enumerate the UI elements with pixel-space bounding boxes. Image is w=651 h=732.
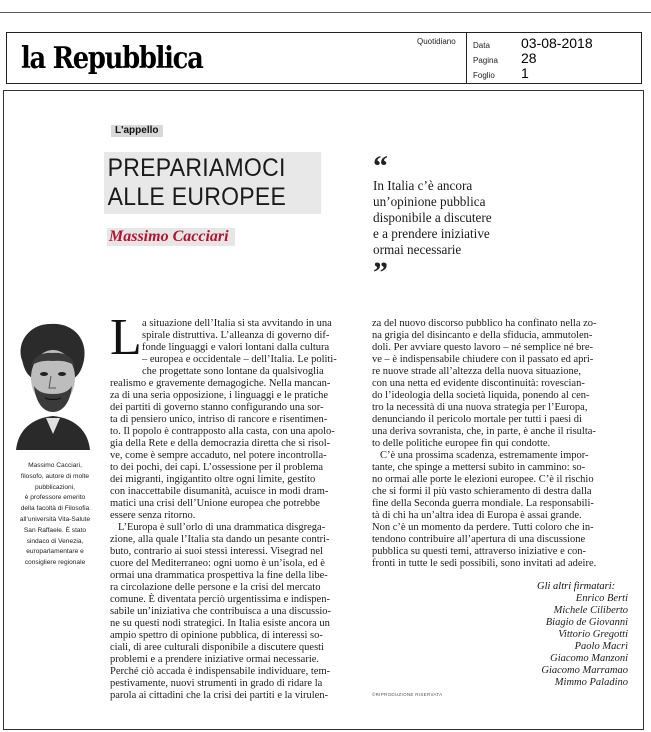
pull-quote bbox=[373, 178, 605, 258]
body-line: con inaccettabile disumanità, acuisce in modi dram- bbox=[110, 486, 329, 497]
caption-line: sindaco di Venezia, bbox=[26, 537, 84, 545]
newspaper-logo: la Repubblica bbox=[21, 41, 203, 76]
author-portrait bbox=[12, 320, 94, 450]
body-line: do l’ideologia della società liquida, ponendo al cen- bbox=[372, 390, 590, 401]
caption-line: della facoltà di Filosofia bbox=[20, 505, 90, 513]
body-line: ormai una drammatica prospettiva la fine della libe- bbox=[110, 570, 328, 581]
caption-line: consigliere regionale bbox=[24, 559, 86, 567]
article-kicker: L'appello bbox=[111, 125, 163, 137]
body-line: to. Il popolo è contrapposto alla casta, con una apolo- bbox=[110, 426, 335, 437]
publication-type: Quotidiano bbox=[417, 37, 456, 46]
caption-line: all’università Vita-Salute bbox=[19, 515, 91, 523]
article-author: Massimo Cacciari bbox=[107, 228, 235, 246]
meta-date bbox=[473, 35, 593, 50]
body-line: tendono contribuire all’apertura di una discussione bbox=[372, 534, 586, 545]
close-quote-mark: ” bbox=[373, 256, 388, 289]
body-line: tro la necessità di una nuova strategia per l’Europa, bbox=[372, 402, 588, 413]
body-line: con una netta ed evidente discontinuità: rovescian- bbox=[372, 378, 585, 389]
body-line: pubblica su questi temi, attraverso iniziative e con- bbox=[372, 546, 587, 557]
signer: Michele Ciliberto bbox=[553, 605, 628, 616]
signer: Mimmo Paladino bbox=[554, 677, 628, 688]
body-line: parola ai cittadini che la crisi dei partiti e la virulen- bbox=[110, 690, 329, 701]
meta-value: 1 bbox=[521, 65, 529, 81]
body-line: to delle politiche europee fin qui condotte. bbox=[372, 438, 551, 449]
clipping-meta bbox=[473, 35, 593, 80]
body-line: fonde linguaggi e valori lontani dalla cultura bbox=[142, 342, 330, 353]
body-line: sabile un’iniziativa che contribuisca a una discussio- bbox=[110, 606, 332, 617]
meta-label: Foglio bbox=[473, 71, 495, 80]
body-line: essere senza ritorno. bbox=[110, 510, 196, 521]
body-line: Perché ciò accada è indispensabile individuare, tem- bbox=[110, 666, 331, 677]
quote-line: ormai necessarie bbox=[373, 242, 462, 257]
signer: Giacomo Manzoni bbox=[550, 653, 628, 664]
body-line: – europea e occidentale – dell’Italia. Le politi- bbox=[142, 354, 337, 365]
copyright-notice: ©RIPRODUZIONE RISERVATA bbox=[372, 692, 443, 697]
quote-line: In Italia c’è ancora bbox=[373, 178, 473, 193]
caption-line: europarlamentare e bbox=[26, 548, 84, 556]
body-line: spirale distruttiva. L’alleanza di governo dif- bbox=[142, 330, 330, 341]
caption-line: filosofo, autore di molte bbox=[20, 472, 90, 480]
body-line: ve – è indispensabile chiudere con il passato ed apri- bbox=[372, 354, 594, 365]
body-column-1 bbox=[110, 318, 362, 702]
signer: Vittorio Gregotti bbox=[558, 629, 628, 640]
meta-value: 03-08-2018 bbox=[521, 35, 593, 51]
meta-label: Data bbox=[473, 41, 490, 50]
body-line: fronti in tutte le sedi possibili, sono invitati ad adeire. bbox=[372, 558, 597, 569]
body-line: buto, contrario ai suoi stessi interessi. Visegrad nel bbox=[110, 546, 323, 557]
top-rule bbox=[0, 12, 651, 13]
title-line: ALLE EUROPEE bbox=[107, 183, 287, 211]
body-line: ne su questi nodi strategici. In Italia esiste ancora un bbox=[110, 618, 330, 629]
body-line: gia della Rete e della democrazia diretta che si risol- bbox=[110, 438, 331, 449]
body-line: pestivamente, nuovi strumenti in grado di ridare la bbox=[110, 678, 323, 689]
body-line: comune. È diventata perciò urgentissima e indispen- bbox=[110, 594, 330, 605]
body-line: ra circolazione delle persone e la crisi del mercato bbox=[110, 582, 321, 593]
caption-line: San Raffaele. È stato bbox=[23, 526, 87, 534]
body-line: problemi e a prendere iniziative ormai necessarie. bbox=[110, 654, 320, 665]
body-line: za del nuovo discorso pubblico ha confinato nella zo- bbox=[372, 318, 597, 329]
body-line: C’è una prossima scadenza, estremamente impor- bbox=[380, 450, 589, 461]
quote-line: un’opinione pubblica bbox=[373, 194, 486, 209]
body-line: che si formi il più vasto schieramento di destra dalla bbox=[372, 486, 592, 497]
open-quote-mark: “ bbox=[373, 150, 388, 183]
body-line: realismo e gravemente demagogiche. Nella mancan- bbox=[110, 378, 331, 389]
meta-sheet bbox=[473, 65, 593, 80]
signer: Biagio de Giovanni bbox=[545, 617, 628, 628]
clipping-header bbox=[6, 32, 642, 84]
body-line: doli. Per avviare questo lavoro – né semplice né bre- bbox=[372, 342, 594, 353]
body-line: denunciando il pericolo mortale per tutti i paesi di bbox=[372, 414, 582, 425]
body-line: matici una crisi dell’Unione europea che potrebbe bbox=[110, 498, 320, 509]
signer: Enrico Berti bbox=[575, 593, 628, 604]
signers-list bbox=[470, 593, 628, 689]
body-column-2 bbox=[372, 318, 634, 570]
meta-page bbox=[473, 50, 593, 65]
body-line: cuore del Mediterraneo: ogni uomo è un’isola, ed è bbox=[110, 558, 325, 569]
meta-value: 28 bbox=[521, 50, 537, 66]
caption-line: è professore emerito bbox=[24, 494, 86, 502]
body-line: ve, come è sempre accaduto, nel potere incontrolla- bbox=[110, 450, 327, 461]
body-line: tante, che spinge a mettersi subito in cammino: so- bbox=[372, 462, 586, 473]
caption-line: pubblicazioni, bbox=[35, 483, 75, 491]
body-line: a situazione dell’Italia si sta avvitando in una bbox=[142, 318, 332, 329]
quote-line: e a prendere iniziative bbox=[373, 226, 490, 241]
body-line: ciali, di aree culturali disponibile a discutere questi bbox=[110, 642, 325, 653]
body-line: L’Europa è sull’orlo di una drammatica disgrega- bbox=[118, 522, 326, 533]
body-line: no ormai alle porte le elezioni europee. C’è il rischio bbox=[372, 474, 594, 485]
body-line: dei partiti di governo stanno configurando una sor- bbox=[110, 402, 324, 413]
body-line: ampio spettro di opinione pubblica, di interessi so- bbox=[110, 630, 323, 641]
body-line: dei migranti, ingigantito oltre ogni limite, gestito bbox=[110, 474, 316, 485]
body-line: za di una seria opposizione, i linguaggi e le pratiche bbox=[110, 390, 329, 401]
body-line: fine della Seconda guerra mondiale. La responsabili- bbox=[372, 498, 594, 509]
author-caption bbox=[10, 461, 100, 569]
caption-line: Massimo Cacciari, bbox=[28, 462, 82, 469]
body-line: zione, alla quale l’Italia sta dando un pesante contri- bbox=[110, 534, 330, 545]
body-line: Non c’è un momento da perdere. Tutti coloro che in- bbox=[372, 522, 594, 533]
body-line: re nuove strade all’altezza della nuova situazione, bbox=[372, 366, 582, 377]
body-line: na grigia del disincanto e della sfiducia, ammutolen- bbox=[372, 330, 593, 341]
title-line: PREPARIAMOCI bbox=[107, 154, 286, 182]
body-line: una deriva sovranista, che, in parte, è anche il risulta- bbox=[372, 426, 596, 437]
meta-label: Pagina bbox=[473, 56, 498, 65]
signer: Paolo Macrì bbox=[574, 641, 628, 652]
body-line: tà di chi ha un’altra idea di Europa è assai grande. bbox=[372, 510, 582, 521]
body-line: ta di pensiero unico, intriso di rancore e risentimen- bbox=[110, 414, 328, 425]
article-title bbox=[104, 152, 321, 214]
body-line: che progettate sono lontane da qualsivoglia bbox=[142, 366, 324, 377]
header-divider bbox=[466, 33, 467, 83]
signers-heading: Gli altri firmatari: bbox=[537, 581, 616, 592]
drop-cap: L bbox=[110, 309, 142, 366]
quote-line: disponibile a discutere bbox=[373, 210, 492, 225]
signer: Giacomo Marramao bbox=[541, 665, 628, 676]
body-line: to dei pochi, dei capi. L’ossessione per il problema bbox=[110, 462, 324, 473]
